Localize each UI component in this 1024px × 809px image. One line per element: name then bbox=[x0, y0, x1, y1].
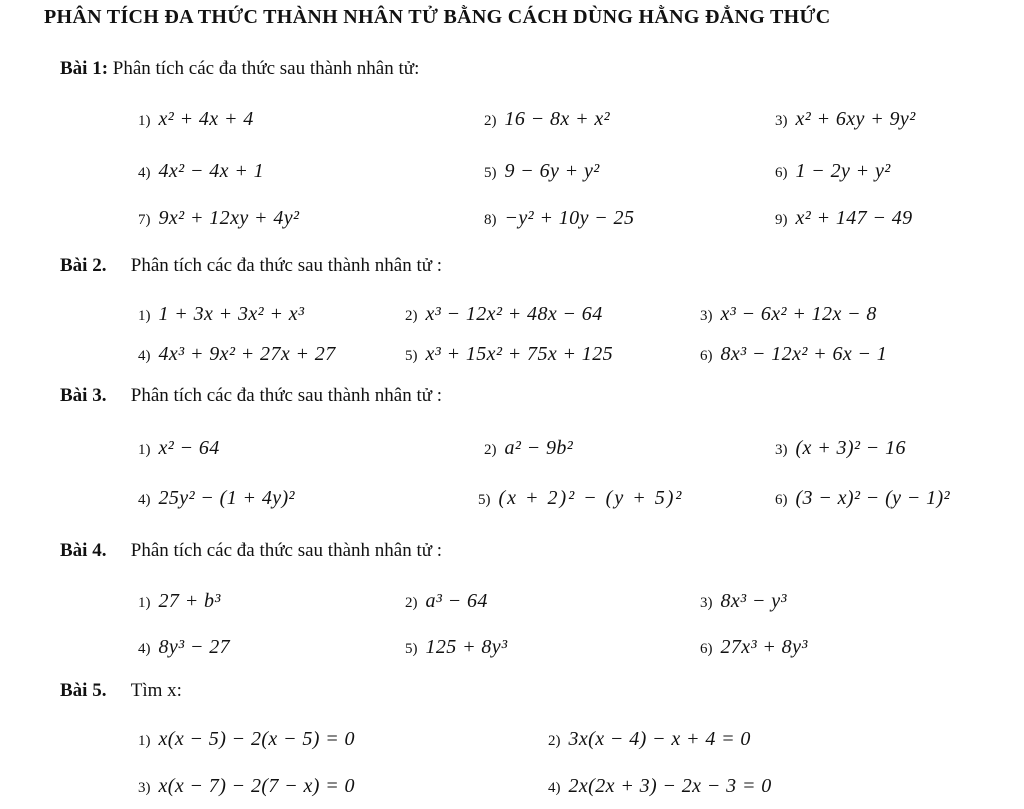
exercise-2-instruction: Phân tích các đa thức sau thành nhân tử : bbox=[130, 255, 443, 276]
exercise-3-instruction: Phân tích các đa thức sau thành nhân tử : bbox=[130, 385, 443, 406]
exercise-2-label: Bài 2. bbox=[60, 255, 107, 276]
exercise-1-item-2: 2) 16 − 8x + x² bbox=[484, 108, 611, 130]
exercise-2-heading bbox=[60, 255, 442, 277]
exercise-3-item-5: 5) (x + 2)² − (y + 5)² bbox=[478, 487, 684, 509]
exercise-3-row-2 bbox=[0, 487, 1024, 517]
exercise-5-item-3: 3) x(x − 7) − 2(7 − x) = 0 bbox=[138, 775, 355, 797]
exercise-5-item-1: 1) x(x − 5) − 2(x − 5) = 0 bbox=[138, 728, 355, 750]
worksheet-title: PHÂN TÍCH ĐA THỨC THÀNH NHÂN TỬ BẰNG CÁCH DÙNG HẰNG ĐẲNG THỨC bbox=[44, 6, 831, 28]
exercise-2-item-4: 4) 4x³ + 9x² + 27x + 27 bbox=[138, 343, 336, 365]
exercise-2-row-1 bbox=[0, 303, 1024, 333]
exercise-2-item-2: 2) x³ − 12x² + 48x − 64 bbox=[405, 303, 603, 325]
exercise-1-item-7: 7) 9x² + 12xy + 4y² bbox=[138, 207, 300, 229]
exercise-4-item-5: 5) 125 + 8y³ bbox=[405, 636, 508, 658]
exercise-5-item-2: 2) 3x(x − 4) − x + 4 = 0 bbox=[548, 728, 751, 750]
exercise-4-item-3: 3) 8x³ − y³ bbox=[700, 590, 787, 612]
exercise-5-label: Bài 5. bbox=[60, 680, 107, 701]
exercise-1-item-6: 6) 1 − 2y + y² bbox=[775, 160, 891, 182]
exercise-3-item-3: 3) (x + 3)² − 16 bbox=[775, 437, 906, 459]
exercise-3-label: Bài 3. bbox=[60, 385, 107, 406]
exercise-4-instruction: Phân tích các đa thức sau thành nhân tử : bbox=[130, 540, 443, 561]
exercise-5-row-2 bbox=[0, 775, 1024, 805]
exercise-5-instruction: Tìm x: bbox=[130, 680, 182, 701]
exercise-5-row-1 bbox=[0, 728, 1024, 758]
exercise-4-item-4: 4) 8y³ − 27 bbox=[138, 636, 231, 658]
exercise-4-label: Bài 4. bbox=[60, 540, 107, 561]
exercise-1-item-9: 9) x² + 147 − 49 bbox=[775, 207, 913, 229]
exercise-2-item-5: 5) x³ + 15x² + 75x + 125 bbox=[405, 343, 614, 365]
exercise-4-item-6: 6) 27x³ + 8y³ bbox=[700, 636, 808, 658]
exercise-1-heading bbox=[60, 58, 419, 80]
exercise-3-heading bbox=[60, 385, 442, 407]
exercise-2-item-6: 6) 8x³ − 12x² + 6x − 1 bbox=[700, 343, 888, 365]
exercise-2-item-1: 1) 1 + 3x + 3x² + x³ bbox=[138, 303, 305, 325]
exercise-4-item-1: 1) 27 + b³ bbox=[138, 590, 221, 612]
exercise-3-item-2: 2) a² − 9b² bbox=[484, 437, 574, 459]
exercise-1-item-4: 4) 4x² − 4x + 1 bbox=[138, 160, 265, 182]
exercise-1-item-1: 1) x² + 4x + 4 bbox=[138, 108, 254, 130]
exercise-1-item-8: 8) −y² + 10y − 25 bbox=[484, 207, 635, 229]
exercise-4-item-2: 2) a³ − 64 bbox=[405, 590, 488, 612]
exercise-5-item-4: 4) 2x(2x + 3) − 2x − 3 = 0 bbox=[548, 775, 772, 797]
exercise-3-row-1 bbox=[0, 437, 1024, 467]
exercise-3-item-1: 1) x² − 64 bbox=[138, 437, 220, 459]
exercise-1-instruction: Phân tích các đa thức sau thành nhân tử: bbox=[112, 58, 420, 79]
exercise-1-row-3 bbox=[0, 207, 1024, 237]
exercise-3-item-6: 6) (3 − x)² − (y − 1)² bbox=[775, 487, 950, 509]
exercise-4-heading bbox=[60, 540, 442, 562]
exercise-1-label: Bài 1: bbox=[60, 58, 109, 79]
exercise-2-row-2 bbox=[0, 343, 1024, 373]
exercise-1-item-3: 3) x² + 6xy + 9y² bbox=[775, 108, 916, 130]
exercise-5-heading bbox=[60, 680, 182, 702]
exercise-2-item-3: 3) x³ − 6x² + 12x − 8 bbox=[700, 303, 877, 325]
exercise-1-row-1 bbox=[0, 108, 1024, 138]
exercise-4-row-2 bbox=[0, 636, 1024, 666]
exercise-1-row-2 bbox=[0, 160, 1024, 190]
exercise-4-row-1 bbox=[0, 590, 1024, 620]
exercise-3-item-4: 4) 25y² − (1 + 4y)² bbox=[138, 487, 295, 509]
exercise-1-item-5: 5) 9 − 6y + y² bbox=[484, 160, 600, 182]
